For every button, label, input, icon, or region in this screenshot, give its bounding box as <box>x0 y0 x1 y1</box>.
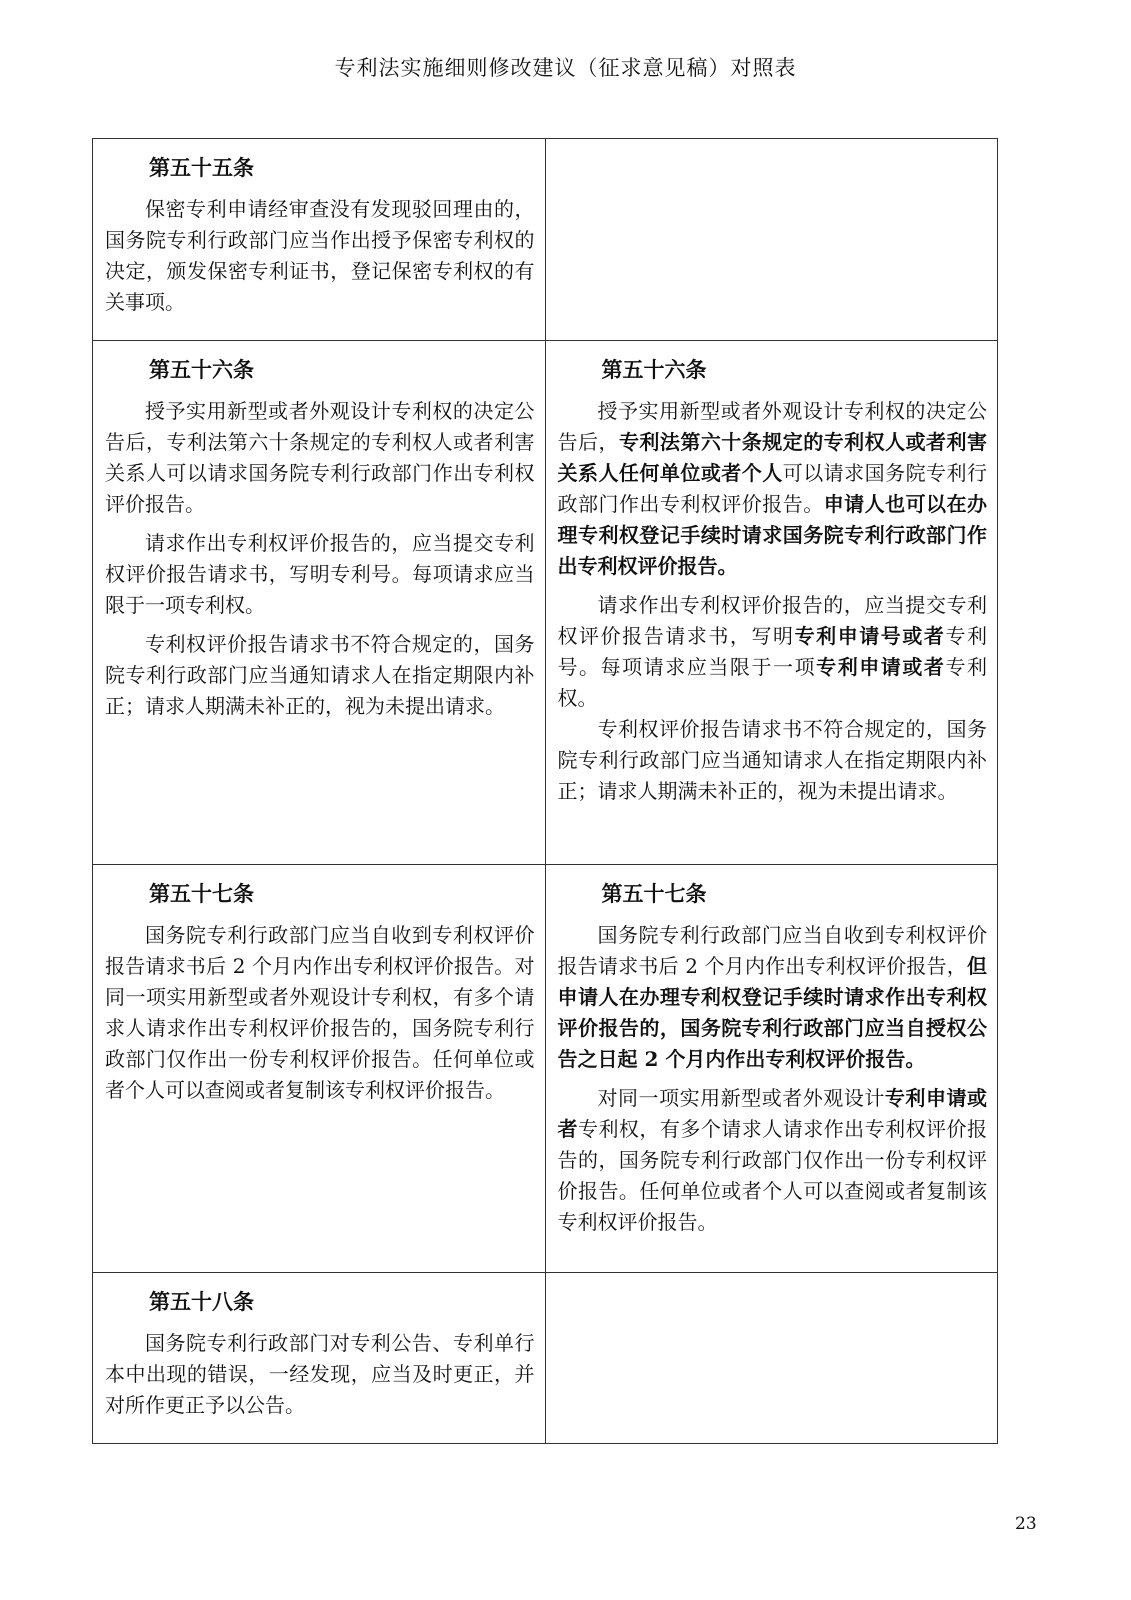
article-title: 第五十七条 <box>601 881 707 906</box>
proposed-text-cell <box>545 139 998 341</box>
article-title: 第五十八条 <box>149 1289 254 1314</box>
article-paragraph: 国务院专利行政部门对专利公告、专利单行本中出现的错误，一经发现，应当及时更正，并对所作更正予以公告。 <box>105 1331 535 1417</box>
article-paragraph <box>558 590 988 714</box>
table-row <box>93 341 998 865</box>
text-run: 对同一项实用新型或者外观设计 <box>597 1086 885 1110</box>
text-run: 国务院专利行政部门应当自收到专利权评价报告请求书后 2 个月内作出专利权评价报告， <box>557 923 987 978</box>
added-text: 专利申请或者 <box>816 655 946 679</box>
added-text: 专利申请号或者 <box>794 624 946 648</box>
article-paragraph: 国务院专利行政部门应当自收到专利权评价报告请求书后 2 个月内作出专利权评价报告。对同一项实用新型或者外观设计专利权，有多个请求人请求作出专利权评价报告的，国务院专利行政部门仅作出一份专利权评价报告。任何单位或者个人可以查阅或者复制该专利权评价报告。 <box>105 923 535 1102</box>
revised-text: 专利法第六十条规定的专利权人或者利害关系人任何单位或者个人 <box>557 430 988 485</box>
article-paragraph <box>558 396 988 582</box>
article-paragraph: 请求作出专利权评价报告的，应当提交专利权评价报告请求书，写明专利号。每项请求应当限于一项专利权。 <box>105 531 535 617</box>
text-run: 请求作出专利权评价报告的，应当提交专利权评价报告请求书，写明 <box>557 593 987 648</box>
article-title: 第五十六条 <box>149 357 254 382</box>
text-run: 可以请求国务院专利行政部门作出专利权评价报告。 <box>557 461 988 516</box>
text-run: 授予实用新型或者外观设计专利权的决定公告后， <box>557 399 987 454</box>
article-paragraph: 专利权评价报告请求书不符合规定的，国务院专利行政部门应当通知请求人在指定期限内补正；请求人期满未补正的，视为未提出请求。 <box>105 632 535 718</box>
article-paragraph: 专利权评价报告请求书不符合规定的，国务院专利行政部门应当通知请求人在指定期限内补正；请求人期满未补正的，视为未提出请求。 <box>557 717 987 803</box>
table-row <box>93 139 998 341</box>
text-run: 专利号。每项请求应当限于一项 <box>557 624 988 679</box>
article-title: 第五十六条 <box>601 357 707 382</box>
proposed-text-cell <box>545 1273 998 1444</box>
added-text: 但申请人在办理专利权登记手续时请求作出专利权评价报告的，国务院专利行政部门应当自授权公告之日起 2 个月内作出专利权评价报告。 <box>557 954 987 1071</box>
article-paragraph: 保密专利申请经审查没有发现驳回理由的，国务院专利行政部门应当作出授予保密专利权的决定，颁发保密专利证书，登记保密专利权的有关事项。 <box>105 197 535 314</box>
current-text-cell <box>93 1273 546 1444</box>
comparison-table <box>92 138 998 1444</box>
article-paragraph <box>558 920 988 1075</box>
article-title: 第五十七条 <box>149 881 254 906</box>
table-row <box>93 865 998 1273</box>
current-text-cell <box>93 865 546 1273</box>
article-paragraph <box>558 1083 988 1238</box>
text-run: 专利权。 <box>557 655 988 710</box>
proposed-text-cell <box>545 865 998 1273</box>
proposed-text-cell <box>545 341 998 865</box>
added-text: 申请人也可以在办理专利权登记手续时请求国务院专利行政部门作出专利权评价报告。 <box>557 492 988 578</box>
page-number: 23 <box>1015 1514 1037 1534</box>
table-row <box>93 1273 998 1444</box>
article-title: 第五十五条 <box>149 155 254 180</box>
text-run: 专利权，有多个请求人请求作出专利权评价报告的，国务院专利行政部门仅作出一份专利权评价报告。任何单位或者个人可以查阅或者复制该专利权评价报告。 <box>557 1117 988 1234</box>
current-text-cell <box>93 139 546 341</box>
current-text-cell <box>93 341 546 865</box>
article-paragraph: 授予实用新型或者外观设计专利权的决定公告后，专利法第六十条规定的专利权人或者利害关系人可以请求国务院专利行政部门作出专利权评价报告。 <box>105 399 535 516</box>
added-text: 专利申请或者 <box>557 1086 988 1141</box>
page-header-title: 专利法实施细则修改建议（征求意见稿）对照表 <box>334 56 797 80</box>
